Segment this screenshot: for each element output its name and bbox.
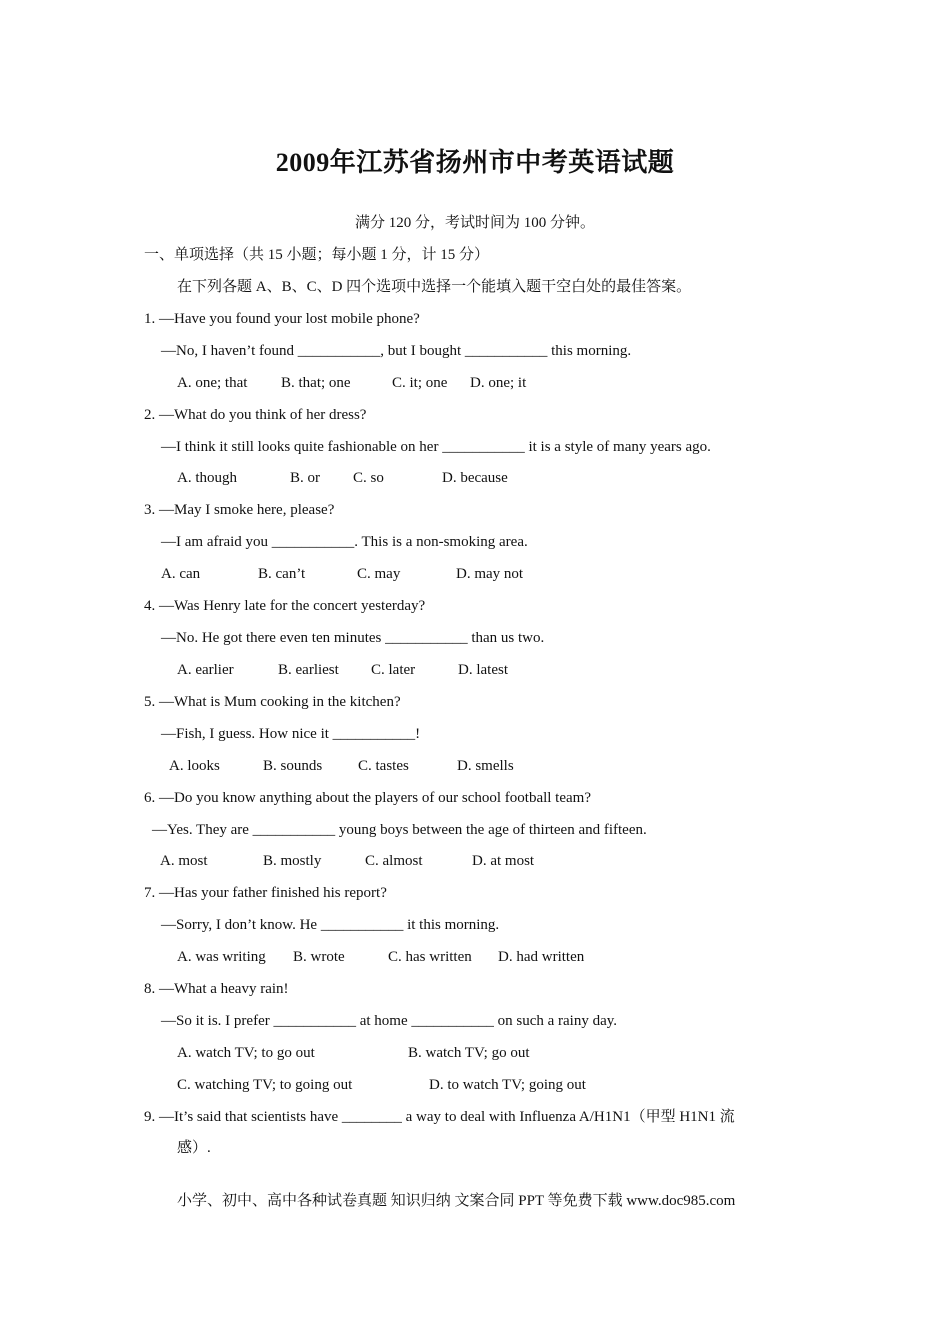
option-5d: D. smells [457,758,514,774]
option-5c: C. tastes [358,758,409,774]
question-9-continued: 感）. [177,1140,211,1156]
answer-line-7: —Sorry, I don’t know. He ___________ it this morning. [161,917,500,933]
page-title: 2009年江苏省扬州市中考英语试题 [275,148,675,177]
option-2d: D. because [442,470,508,486]
option-2c: C. so [353,470,384,486]
answer-line-5: —Fish, I guess. How nice it ___________! [161,726,421,742]
option-3c: C. may [357,566,401,582]
question-1: 1. —Have you found your lost mobile phone? [144,311,420,327]
option-3d: D. may not [456,566,524,582]
answer-line-2: —I think it still looks quite fashionable on her ___________ it is a style of many years ago. [161,439,711,455]
question-2: 2. —What do you think of her dress? [144,407,367,423]
question-9: 9. —It’s said that scientists have ________ a way to deal with Influenza A/H1N1（甲型 H1N1 流 [144,1109,735,1125]
answer-line-4: —No. He got there even ten minutes ___________ than us two. [161,630,545,646]
answer-line-8: —So it is. I prefer ___________ at home ___________ on such a rainy day. [161,1013,618,1029]
answer-line-1: —No, I haven’t found ___________, but I bought ___________ this morning. [161,343,632,359]
exam-info: 满分 120 分，考试时间为 100 分钟。 [354,215,595,231]
option-8a: A. watch TV; to go out [177,1045,315,1061]
answer-line-6: —Yes. They are ___________ young boys between the age of thirteen and fifteen. [152,822,647,838]
option-4d: D. latest [458,662,508,678]
question-3: 3. —May I smoke here, please? [144,502,335,518]
option-6a: A. most [160,853,208,869]
option-6c: C. almost [365,853,423,869]
option-3b: B. can’t [258,566,306,582]
option-2a: A. though [177,470,237,486]
option-4c: C. later [371,662,416,678]
question-6: 6. —Do you know anything about the players of our school football team? [144,790,591,806]
option-1c: C. it; one [392,375,448,391]
option-8b: B. watch TV; go out [408,1045,530,1061]
option-5a: A. looks [169,758,220,774]
question-5: 5. —What is Mum cooking in the kitchen? [144,694,401,710]
option-4b: B. earliest [278,662,339,678]
footer-note: 小学、初中、高中各种试卷真题 知识归纳 文案合同 PPT 等免费下载 www.doc985.com [177,1193,736,1209]
option-1b: B. that; one [281,375,351,391]
question-4: 4. —Was Henry late for the concert yesterday? [144,598,426,614]
option-2b: B. or [290,470,320,486]
option-1d: D. one; it [470,375,527,391]
option-1a: A. one; that [177,375,248,391]
question-7: 7. —Has your father finished his report? [144,885,387,901]
option-8d: D. to watch TV; going out [429,1077,586,1093]
question-8: 8. —What a heavy rain! [144,981,289,997]
option-7d: D. had written [498,949,585,965]
option-4a: A. earlier [177,662,234,678]
answer-line-3: —I am afraid you ___________. This is a non-smoking area. [161,534,528,550]
option-7c: C. has written [388,949,472,965]
section-instruction: 在下列各题 A、B、C、D 四个选项中选择一个能填入题干空白处的最佳答案。 [177,279,692,295]
option-5b: B. sounds [263,758,323,774]
option-7a: A. was writing [177,949,266,965]
section-heading: 一、单项选择（共 15 小题；每小题 1 分，计 15 分） [144,247,490,263]
option-8c: C. watching TV; to going out [177,1077,353,1093]
option-7b: B. wrote [293,949,345,965]
option-6d: D. at most [472,853,535,869]
option-3a: A. can [161,566,201,582]
option-6b: B. mostly [263,853,322,869]
